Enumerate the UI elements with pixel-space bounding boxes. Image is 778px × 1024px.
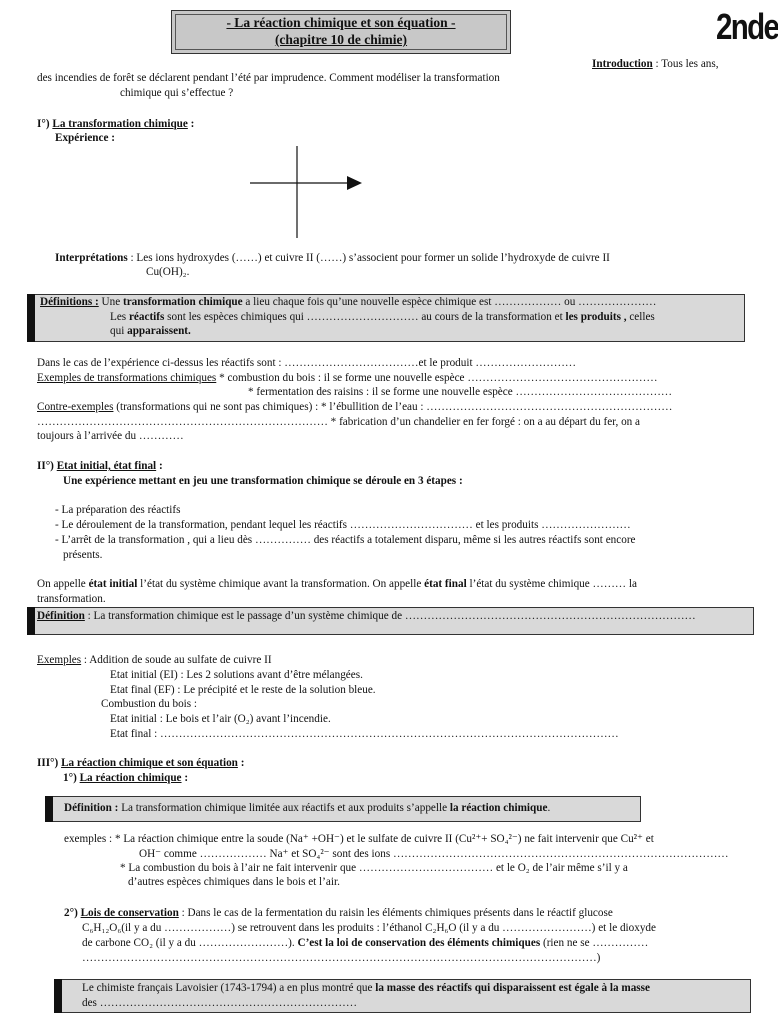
lavoisier-bar	[54, 979, 62, 1013]
definition-3-line	[64, 802, 550, 814]
counter-example-ebullition: (transformations qui ne sont pas chimiques) : * l’ébullition de l’eau : …………………………………………………………	[113, 401, 673, 413]
examples-2-line-6: Etat final : ……………………………………………………………………………………………………………	[110, 728, 619, 740]
lavoisier-law-term: la masse des réactifs qui disparaissent est égale à la masse	[375, 982, 650, 994]
example-combustion: * combustion du bois : il se forme une nouvelle espèce ……………………………………………	[216, 372, 658, 384]
examples-2-line-5: Etat initial : Le bois et l’air (O₂) avant l’incendie.	[110, 713, 331, 725]
interpretations-line	[55, 252, 610, 264]
step-2: - Le déroulement de la transformation, pendant lequel les réactifs …………………………… et les produits ……………………	[55, 519, 631, 531]
level-badge: 2nde	[716, 6, 778, 47]
examples-label: Exemples de transformations chimiques	[37, 372, 217, 384]
definitions-text-3a: qui	[110, 325, 128, 337]
definitions-line-3	[110, 325, 191, 337]
chapter-subtitle: (chapitre 10 de chimie)	[274, 32, 408, 47]
definition-2-line	[37, 610, 696, 622]
experience-label: Expérience :	[55, 132, 115, 144]
definitions-text-1a: Une	[98, 296, 123, 308]
section-3-heading	[37, 757, 244, 769]
interpretations-formula: Cu(OH)₂.	[146, 266, 190, 278]
title-box	[171, 10, 511, 54]
definitions-line-2	[110, 311, 655, 323]
section-1-heading	[37, 118, 194, 130]
definition-2-label: Définition	[37, 610, 85, 622]
definitions-term-reactifs: réactifs	[128, 311, 165, 323]
document-title: - La réaction chimique et son équation -	[226, 15, 456, 30]
examples-2-line-1	[37, 654, 272, 666]
definitions-bar	[27, 294, 35, 342]
examples-2-line-2: Etat initial (EI) : Les 2 solutions avant d’être mélangées.	[110, 669, 363, 681]
subsection-2-text-1: : Dans le cas de la fermentation du raisin les éléments chimiques présents dans le réactif glucose	[178, 907, 613, 919]
section-3-title: La réaction chimique et son équation	[61, 757, 238, 769]
counter-examples-line-2: …………………………………………………………………… * fabrication d’un chandelier en fer forgé : on a au départ du fer, on a	[37, 416, 641, 428]
conservation-law-term: C’est la loi de conservation des éléments chimiques	[297, 937, 541, 949]
examples-2-line-4: Combustion du bois :	[101, 698, 198, 710]
definition-3-end: .	[547, 802, 551, 814]
definitions-label: Définitions :	[40, 296, 99, 308]
definition-3-term: la réaction chimique	[449, 802, 548, 814]
subsection-1-title: La réaction chimique	[79, 772, 182, 784]
experiment-diagram	[245, 142, 370, 242]
definitions-text-2c: sont les espèces chimiques qui ………………………… au cours de la transformation et	[164, 311, 566, 323]
definitions-term-transformation: transformation chimique	[122, 296, 243, 308]
section-2-number: II°)	[37, 460, 57, 472]
examples-2-text-1: : Addition de soude au sulfate de cuivre II	[81, 654, 272, 666]
arrow-head-icon	[347, 176, 362, 190]
definitions-term-apparaissent: apparaissent.	[127, 325, 191, 337]
subsection-2-title: Lois de conservation	[80, 907, 179, 919]
subsection-2-line-1	[64, 907, 613, 919]
definition-bar-2	[27, 607, 35, 635]
examples-3-line-3: * La combustion du bois à l’air ne fait intervenir que ……………………………… et le O₂ de l’air même s’il y a	[120, 862, 628, 874]
step-3-continued: présents.	[63, 549, 103, 561]
counter-examples-line-1	[37, 401, 672, 413]
section-1-number: I°)	[37, 118, 53, 130]
intro-text-1: : Tous les ans,	[652, 58, 719, 70]
definitions-term-produits: les produits ,	[565, 311, 627, 323]
interpretations-label: Interprétations	[55, 252, 128, 264]
intro-label: Introduction	[592, 58, 653, 70]
etat-text-a: On appelle	[37, 578, 89, 590]
examples-2-label: Exemples	[37, 654, 82, 666]
intro-line-3: chimique qui s’effectue ?	[120, 87, 234, 99]
definitions-text-2a: Les	[110, 311, 129, 323]
subsection-2-text-3c: (rien ne se ……………	[540, 937, 649, 949]
definition-3-text: La transformation chimique limitée aux réactifs et aux produits s’appelle	[118, 802, 450, 814]
definitions-text-2e: celles	[626, 311, 655, 323]
subsection-1-number: 1°)	[63, 772, 80, 784]
section-2-heading	[37, 460, 163, 472]
intro-line-2: des incendies de forêt se déclarent pendant l’été par imprudence. Comment modéliser la transformation	[37, 72, 500, 84]
step-3: - L’arrêt de la transformation , qui a lieu dès …………… des réactifs a totalement disparu, même si les autres réactifs sont encore	[55, 534, 636, 546]
subsection-2-line-2: C₆H₁₂O₆(il y a du ………………) se retrouvent dans les produits : l’éthanol C₂H₆O (il y a du ……………………) et le dioxyde	[82, 922, 656, 934]
definitions-line-1	[40, 296, 656, 308]
subsection-2-line-3	[82, 937, 648, 949]
subsection-2-text-3a: de carbone CO₂ (il y a du ……………………).	[82, 937, 298, 949]
examples-3-line-1: exemples : * La réaction chimique entre la soude (Na⁺ +OH⁻) et le sulfate de cuivre II (Cu²⁺+ SO₄²⁻) ne fait intervenir que Cu²⁺ et	[64, 833, 654, 845]
counter-examples-label: Contre-exemples	[37, 401, 114, 413]
section-1-title: La transformation chimique	[52, 118, 188, 130]
etat-text-e: l’état du système chimique ……… la	[466, 578, 637, 590]
examples-line-1	[37, 372, 658, 384]
counter-examples-line-3: toujours à l’arrivée du …………	[37, 430, 184, 442]
subsection-2-line-4: …………………………………………………………………………………………………………………………)	[82, 952, 601, 964]
section-2-title: Etat initial, état final	[56, 460, 157, 472]
lavoisier-line-1	[82, 982, 650, 994]
etat-line-2: transformation.	[37, 593, 106, 605]
definition-3-label: Définition :	[64, 802, 119, 814]
section-2-colon: :	[156, 460, 163, 472]
subsection-1-heading	[63, 772, 188, 784]
section-2-lead: Une expérience mettant en jeu une transformation chimique se déroule en 3 étapes :	[63, 475, 463, 487]
definition-bar-3	[45, 796, 53, 822]
etat-line-1	[37, 578, 637, 590]
definition-2-text: : La transformation chimique est le passage d’un système chimique de ……………………………………………………………………	[84, 610, 696, 622]
etat-initial-term: état initial	[88, 578, 138, 590]
lavoisier-text-1a: Le chimiste français Lavoisier (1743-1794) a en plus montré que	[82, 982, 376, 994]
examples-2-line-3: Etat final (EF) : Le précipité et le reste de la solution bleue.	[110, 684, 376, 696]
section-1-colon: :	[187, 118, 195, 130]
etat-final-term: état final	[424, 578, 467, 590]
subsection-1-colon: :	[181, 772, 189, 784]
subsection-2-number: 2°)	[64, 907, 81, 919]
definitions-text-1b: a lieu chaque fois qu’une nouvelle espèce chimique est ……………… ou …………………	[242, 296, 657, 308]
section-3-number: III°)	[37, 757, 62, 769]
section-3-colon: :	[237, 757, 245, 769]
examples-3-line-2: OH⁻ comme ……………… Na⁺ et SO₄²⁻ sont des ions ………………………………………………………………………………	[139, 848, 729, 860]
lavoisier-line-2: des ……………………………………………………………	[82, 997, 358, 1009]
examples-3-line-4: d’autres espèces chimiques dans le bois et l’air.	[128, 876, 340, 888]
etat-text-c: l’état du système chimique avant la transformation. On appelle	[137, 578, 425, 590]
interpretations-text: : Les ions hydroxydes (……) et cuivre II (……) s’associent pour former un solide l’hydroxyde de cuivre II	[127, 252, 610, 264]
case-reactifs-line: Dans le cas de l’expérience ci-dessus les réactifs sont : ………………………………et le produit ………………………	[37, 357, 577, 369]
example-fermentation: * fermentation des raisins : il se forme une nouvelle espèce ……………………………………	[248, 386, 673, 398]
step-1: - La préparation des réactifs	[55, 504, 181, 516]
intro-line-1	[592, 58, 719, 70]
